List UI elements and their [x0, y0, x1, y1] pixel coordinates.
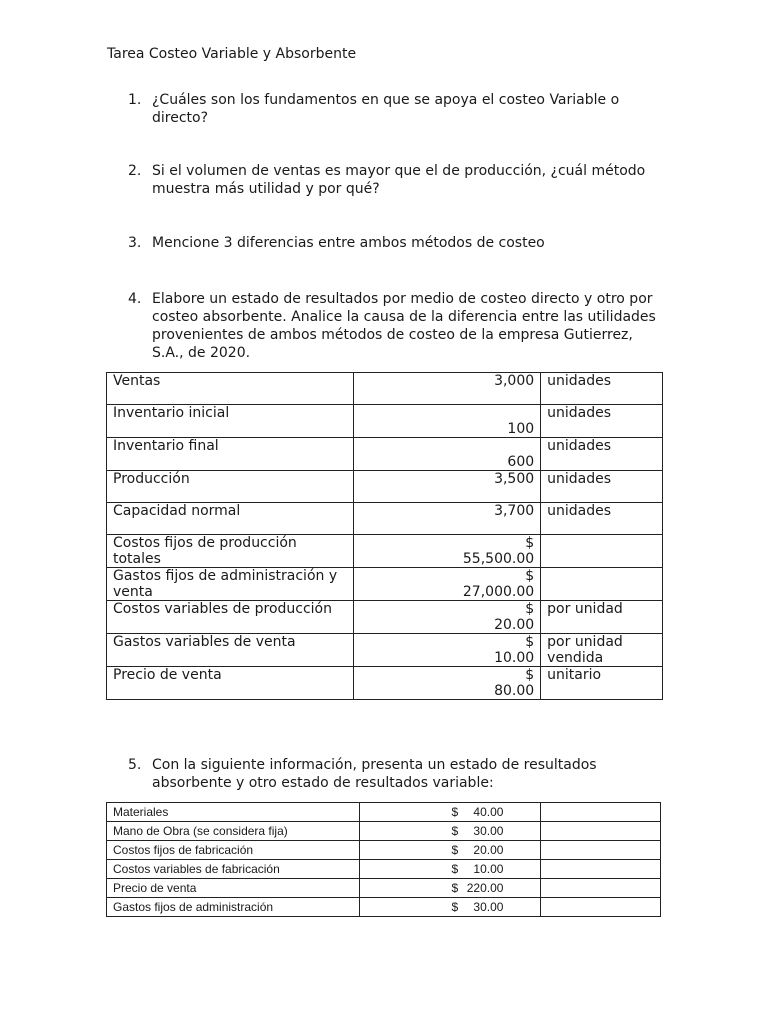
row-label: Costos fijos de producción totales — [107, 535, 354, 568]
question-text: Mencione 3 diferencias entre ambos métodos de costeo — [152, 235, 545, 251]
table-row — [107, 841, 661, 860]
row-label: Producción — [107, 471, 354, 503]
question-text: Elabore un estado de resultados por medio de costeo directo y otro por costeo absorbente. Analice la causa de la diferencia entre las utilidades provenientes de ambos métodos de costeo de la empresa Gutierrez, S.A., de 2020. — [152, 291, 656, 361]
question-3 — [128, 234, 658, 252]
row-value: 3,500 — [353, 471, 541, 503]
table-row — [107, 860, 661, 879]
table-row — [107, 405, 663, 438]
row-value: 3,700 — [353, 503, 541, 535]
question-5 — [128, 756, 658, 792]
row-value: 600 — [353, 438, 541, 471]
row-value: $ 20.00 — [353, 601, 541, 634]
row-label: Inventario final — [107, 438, 354, 471]
table-row — [107, 667, 663, 700]
row-unit: unitario — [541, 667, 663, 700]
question-number: 3. — [128, 235, 142, 251]
row-empty-cell — [541, 803, 661, 822]
cost-data-table — [106, 802, 661, 917]
row-label: Materiales — [107, 803, 360, 822]
row-empty-cell — [541, 860, 661, 879]
question-text: Si el volumen de ventas es mayor que el de producción, ¿cuál método muestra más utilidad y por qué? — [152, 163, 646, 197]
row-empty-cell — [541, 879, 661, 898]
row-value: $ 10.00 — [353, 634, 541, 667]
table-row — [107, 438, 663, 471]
row-unit: unidades — [541, 373, 663, 405]
table-row — [107, 535, 663, 568]
table-row — [107, 898, 661, 917]
row-label: Costos fijos de fabricación — [107, 841, 360, 860]
row-unit — [541, 568, 663, 601]
row-label: Ventas — [107, 373, 354, 405]
row-value: $ 80.00 — [353, 667, 541, 700]
row-unit: por unidad vendida — [541, 634, 663, 667]
table-row — [107, 471, 663, 503]
row-unit — [541, 535, 663, 568]
row-amount: $ 20.00 — [360, 841, 541, 860]
table-row — [107, 373, 663, 405]
table-row — [107, 634, 663, 667]
row-empty-cell — [541, 822, 661, 841]
question-number: 5. — [128, 757, 142, 773]
row-label: Mano de Obra (se considera fija) — [107, 822, 360, 841]
question-number: 4. — [128, 291, 142, 307]
row-amount: $ 10.00 — [360, 860, 541, 879]
row-empty-cell — [541, 841, 661, 860]
row-label: Gastos fijos de administración y venta — [107, 568, 354, 601]
question-text: ¿Cuáles son los fundamentos en que se apoya el costeo Variable o directo? — [152, 92, 620, 126]
page-title: Tarea Costeo Variable y Absorbente — [107, 46, 357, 62]
table-row — [107, 803, 661, 822]
row-value: 100 — [353, 405, 541, 438]
row-amount: $ 40.00 — [360, 803, 541, 822]
question-text: Con la siguiente información, presenta un estado de resultados absorbente y otro estado de resultados variable: — [152, 757, 597, 791]
row-label: Inventario inicial — [107, 405, 354, 438]
question-number: 1. — [128, 92, 142, 108]
row-label: Gastos variables de venta — [107, 634, 354, 667]
row-label: Precio de venta — [107, 879, 360, 898]
row-unit: por unidad — [541, 601, 663, 634]
row-amount: $ 30.00 — [360, 898, 541, 917]
row-label: Capacidad normal — [107, 503, 354, 535]
question-4 — [128, 290, 658, 362]
row-label: Costos variables de fabricación — [107, 860, 360, 879]
table-row — [107, 601, 663, 634]
row-unit: unidades — [541, 503, 663, 535]
row-unit: unidades — [541, 438, 663, 471]
row-empty-cell — [541, 898, 661, 917]
row-value: 3,000 — [353, 373, 541, 405]
company-data-table — [106, 372, 663, 700]
table-row — [107, 822, 661, 841]
question-1 — [128, 91, 658, 127]
table-row — [107, 503, 663, 535]
row-amount: $ 220.00 — [360, 879, 541, 898]
row-value: $ 27,000.00 — [353, 568, 541, 601]
question-2 — [128, 162, 658, 198]
row-unit: unidades — [541, 405, 663, 438]
row-label: Costos variables de producción — [107, 601, 354, 634]
table-row — [107, 879, 661, 898]
row-label: Gastos fijos de administración — [107, 898, 360, 917]
row-value: $ 55,500.00 — [353, 535, 541, 568]
row-label: Precio de venta — [107, 667, 354, 700]
row-amount: $ 30.00 — [360, 822, 541, 841]
table-row — [107, 568, 663, 601]
row-unit: unidades — [541, 471, 663, 503]
question-number: 2. — [128, 163, 142, 179]
